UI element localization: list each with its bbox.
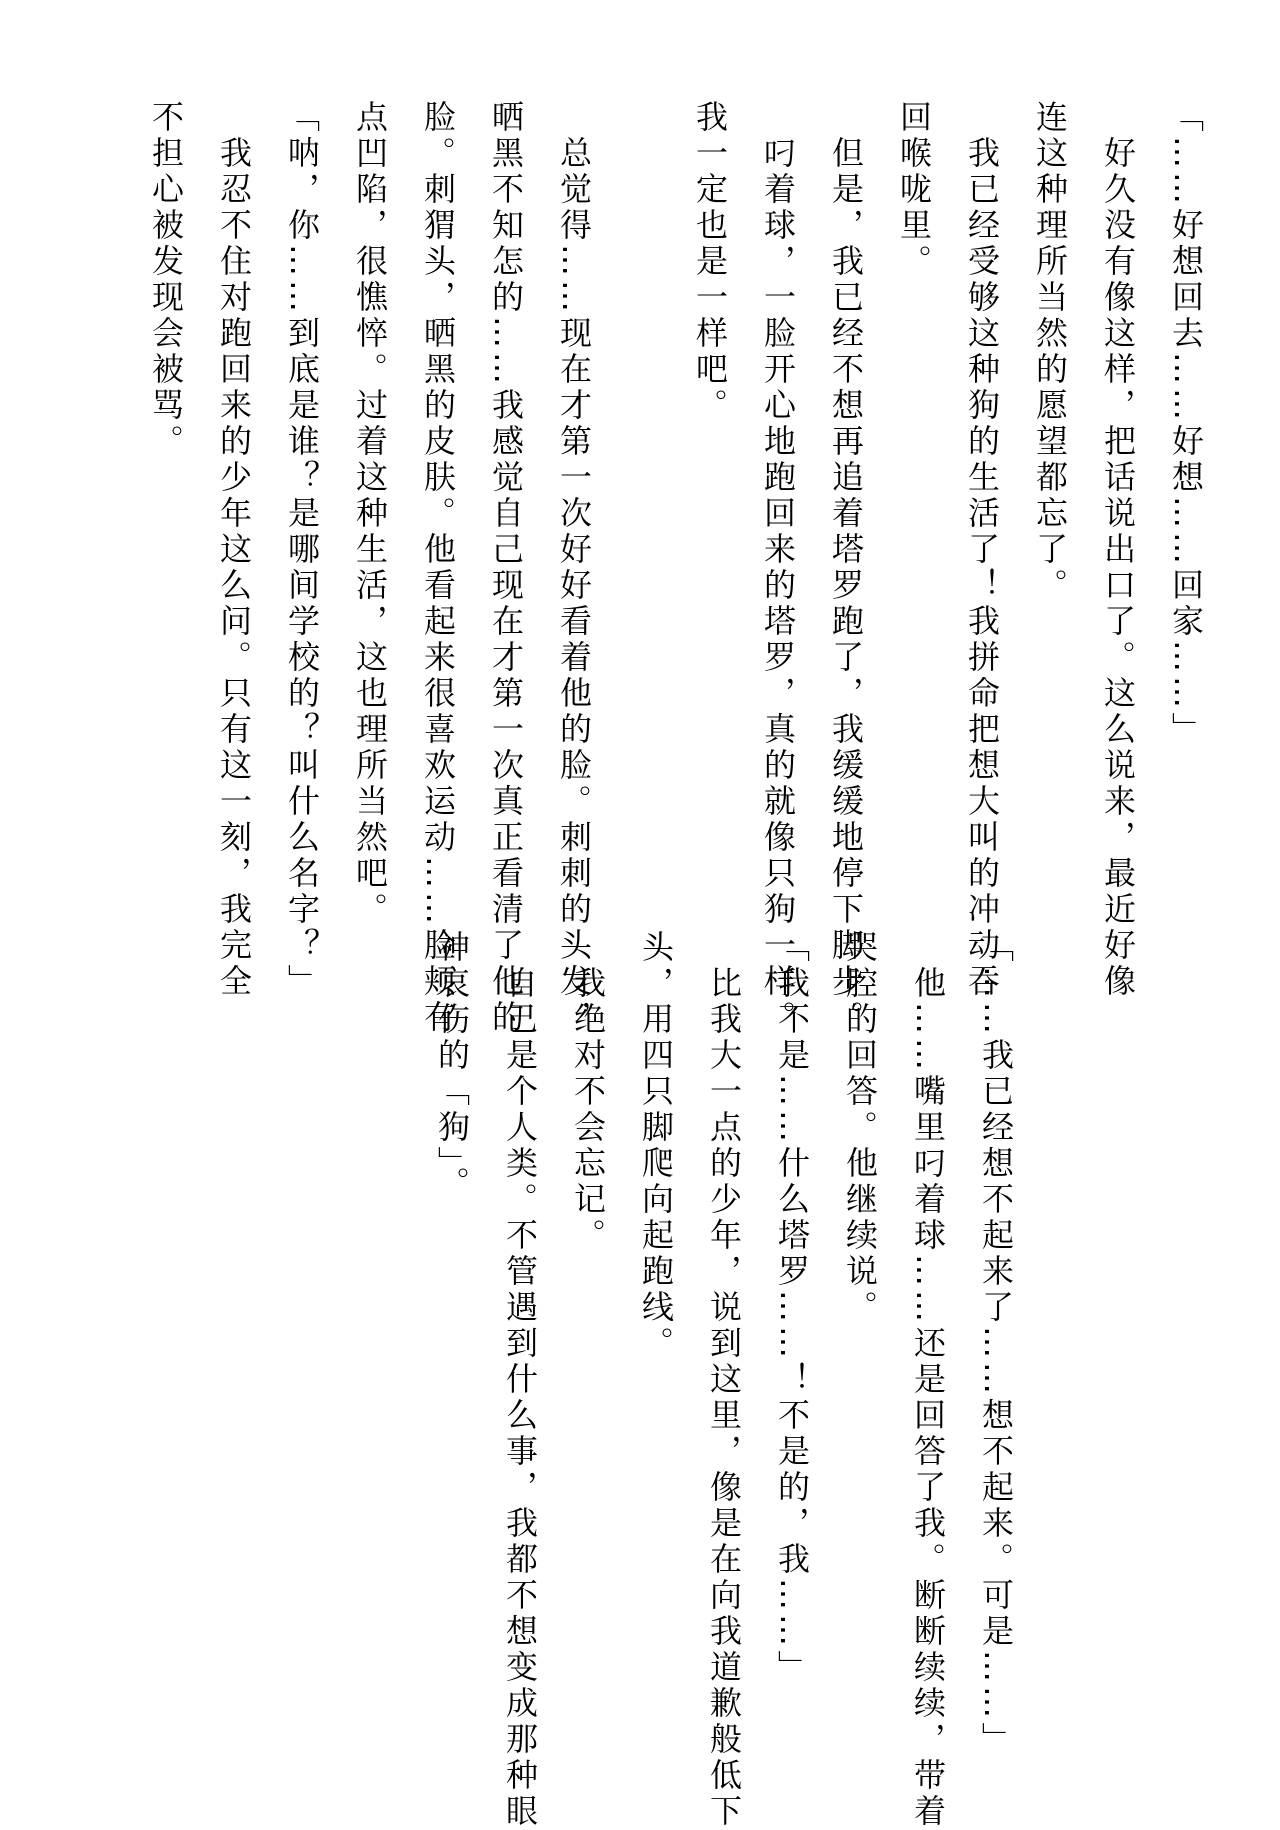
text-column: 「……好想回去……好想……回家……」 [1167,100,1205,748]
text-column: 自己是个人类。不管遇到什么事，我都不想变成那种眼 [501,930,539,1830]
text-column: 连这种理所当然的愿望都忘了。 [1031,100,1069,604]
text-column: 点凹陷，很憔悴。过着这种生活，这也理所当然吧。 [351,100,389,928]
text-column: 好久没有像这样，把话说出口了。这么说来，最近好像 [1099,100,1137,1000]
text-column: 我忍不住对跑回来的少年这么问。只有这一刻，我完全 [215,100,253,1000]
text-column: 脸。刺猬头，晒黑的皮肤。他看起来很喜欢运动……脸颊有 [419,100,457,1036]
text-column: 我一定也是一样吧。 [691,100,729,424]
text-column: 晒黑不知怎的……我感觉自己现在才第一次真正看清了他的 [487,100,525,1036]
text-column: 总觉得……现在才第一次好好看着他的脸。刺刺的头发， [555,100,593,1036]
lower-text-block [418,930,1030,1830]
text-column: 叼着球，一脸开心地跑回来的塔罗，真的就像只狗一样。 [759,100,797,1036]
text-column: 「我不是……什么塔罗……！不是的，我……」 [773,930,811,1686]
text-column: 不担心被发现会被骂。 [147,100,185,460]
text-column: 我绝对不会忘记。 [569,930,607,1254]
text-column: 头，用四只脚爬向起跑线。 [637,930,675,1362]
text-column: 他……嘴里叼着球……还是回答了我。断断续续，带着 [909,930,947,1830]
text-column: 哭腔的回答。他继续说。 [841,930,879,1326]
text-column: 「呐，你……到底是谁？是哪间学校的？叫什么名字？」 [283,100,321,1000]
text-column: 比我大一点的少年，说到这里，像是在向我道歉般低下 [705,930,743,1830]
text-column: 「……我已经想不起来了……想不起来。可是……」 [977,930,1015,1758]
upper-text-block [132,100,1220,1036]
text-column: 我已经受够这种狗的生活了！我拼命把想大叫的冲动吞 [963,100,1001,1000]
text-column: 回喉咙里。 [895,100,933,280]
text-column: 神哀伤的「狗」。 [433,930,471,1202]
blank-column [608,100,676,920]
text-column: 但是，我已经不想再追着塔罗跑了，我缓缓地停下脚步。 [827,100,865,1036]
